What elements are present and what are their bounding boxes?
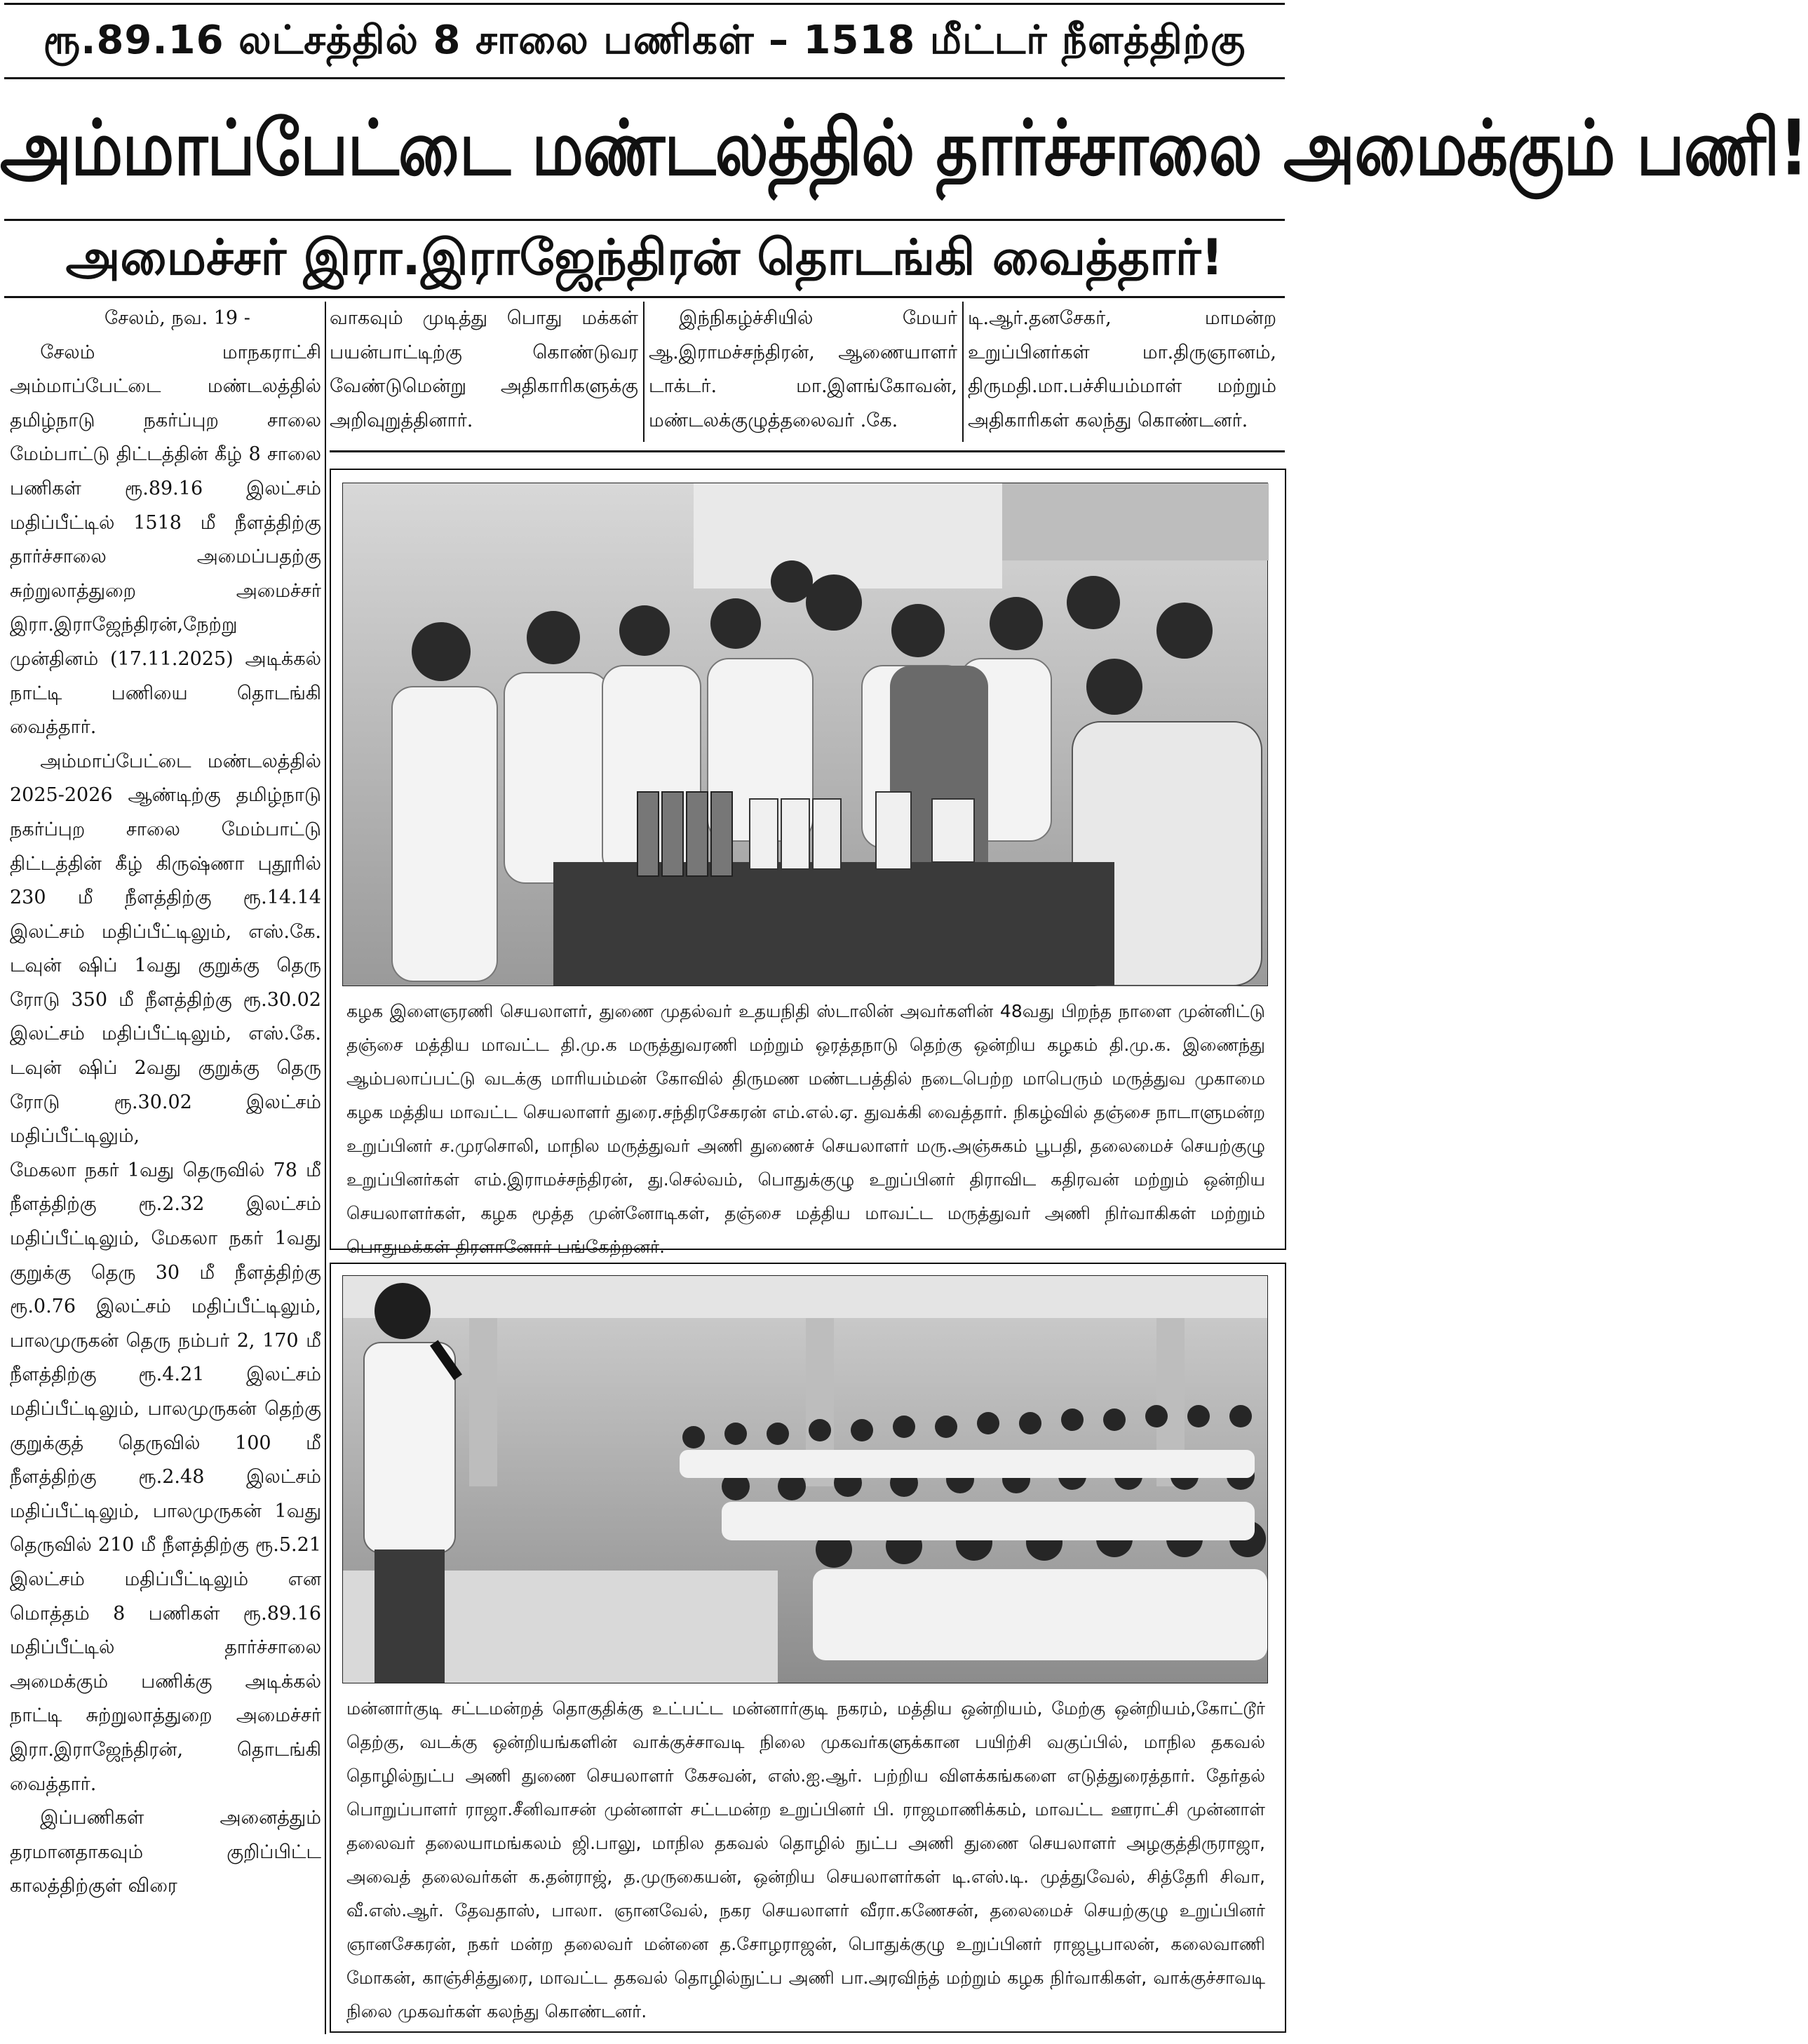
photo2-caption: மன்னார்குடி சட்டமன்றத் தொகுதிக்கு உட்பட்ட மன்னார்குடி நகரம், மத்திய ஒன்றியம், மேற்கு ஒன்றியம்,கோட்டூர் தெற்கு, வடக்கு ஒன்றியங்களின் வாக்குச்சாவடி நிலை முகவர்களுக்கான பயிற்சி வகுப்பில், மாநில தகவல் தொழில்நுட்ப அணி துணை செயலாளர் கேசவன், எஸ்.ஐ.ஆர். பற்றிய விளக்கங்களை எடுத்துரைத்தார். தேர்தல் பொறுப்பாளர் ராஜா.சீனிவாசன் முன்னாள் சட்டமன்ற உறுப்பினர் பி. ராஜமாணிக்கம், மாவட்ட ஊராட்சி முன்னாள் தலைவர் தலையாமங்கலம் ஜி.பாலு, மாநில தகவல் தொழில் நுட்ப அணி துணை செயலாளர் அழகுத்திருராஜா, அவைத் தலைவர்கள் க.தன்ராஜ், த.முருகையன், ஒன்றிய செயலாளர்கள் டி.எஸ்.டி. முத்துவேல், சித்தேரி சிவா, வீ.எஸ்.ஆர். தேவதாஸ், பாலா. ஞானவேல், நகர செயலாளர் வீரா.கணேசன், தலைமைச் செயற்குழு உறுப்பினர் ஞானசேகரன், நகர் மன்ற தலைவர் மன்னை த.சோழராஜன், பொதுக்குழு உறுப்பினர் ராஜபூபாலன், கலைவாணி மோகன், காஞ்சித்துரை, மாவட்ட தகவல் தொழில்நுட்ப அணி பா.அரவிந்த் மற்றும் கழக நிர்வாகிகள், வாக்குச்சாவடி நிலை முகவர்கள் கலந்து கொண்டனர். [346,1698,1265,2022]
kicker-headline: ரூ.89.16 லட்சத்தில் 8 சாலை பணிகள் – 1518 மீட்டர் நீளத்திற்கு [43,18,1246,63]
article-paragraph: அம்மாப்பேட்டை மண்டலத்தில் 2025-2026 ஆண்டிற்கு தமிழ்நாடு நகர்ப்புற சாலை மேம்பாட்டு திட்டத்தின் கீழ் கிருஷ்ணா புதூரில் 230 மீ நீளத்திற்கு ரூ.14.14 இலட்சம் மதிப்பீட்டிலும், எஸ்.கே. டவுன் ஷிப் 1வது குறுக்கு தெரு ரோடு 350 மீ நீளத்திற்கு ரூ.30.02 இலட்சம் மதிப்பீட்டிலும், எஸ்.கே. டவுன் ஷிப் 2வது குறுக்கு தெரு ரோடு ரூ.30.02 இலட்சம் மதிப்பீட்டிலும், [10,750,321,1148]
photo-training-session-illustration [343,1276,1267,1683]
article-continuation-3 [968,302,1276,442]
article-dateline: சேலம், நவ. 19 - [104,307,250,329]
subhead-rule [4,296,1285,298]
article-continuation-1 [330,302,638,442]
column-divider [325,302,326,2034]
event-photo-medical-camp [342,483,1268,986]
article-column-left [10,302,321,2034]
subheadline: அமைச்சர் இரா.இராஜேந்திரன் தொடங்கி வைத்தார்! [65,229,1224,286]
column-divider [962,302,964,442]
continuation-text: டி.ஆர்.தனசேகர், மாமன்ற உறுப்பினர்கள் மா.திருஞானம், திருமதி.மா.பச்சியம்மாள் மற்றும் அதிகாரிகள் கலந்து கொண்டனர். [968,307,1276,431]
article-paragraph: சேலம் மாநகராட்சி அம்மாப்பேட்டை மண்டலத்தில் தமிழ்நாடு நகர்ப்புற சாலை மேம்பாட்டு திட்டத்தின் கீழ் 8 சாலை பணிகள் ரூ.89.16 இலட்சம் மதிப்பீட்டில் 1518 மீ நீளத்திற்கு தார்ச்சாலை அமைப்பதற்கு சுற்றுலாத்துறை அமைச்சர் இரா.இராஜேந்திரன்,நேற்று முன்தினம் (17.11.2025) அடிக்கல் நாட்டி பணியை தொடங்கி வைத்தார். [10,341,321,739]
top-rule [4,3,1285,5]
event-photo-training-session [342,1275,1268,1683]
continuation-text: வாகவும் முடித்து பொது மக்கள் பயன்பாட்டிற்கு கொண்டுவர வேண்டுமென்று அதிகாரிகளுக்கு அறிவுறுத்தினார். [330,307,638,431]
column-divider [643,302,645,442]
photo-medical-camp-illustration [343,483,1267,986]
section-rule [330,450,1285,452]
main-headline: அம்மாப்பேட்டை மண்டலத்தில் தார்ச்சாலை அமைக்கும் பணி! [0,104,1808,193]
article-paragraph: மேகலா நகர் 1வது தெருவில் 78 மீ நீளத்திற்கு ரூ.2.32 இலட்சம் மதிப்பீட்டிலும், மேகலா நகர் 1வது குறுக்கு தெரு 30 மீ நீளத்திற்கு ரூ.0.76 இலட்சம் மதிப்பீட்டிலும், பாலமுருகன் தெரு நம்பர் 2, 170 மீ நீளத்திற்கு ரூ.4.21 இலட்சம் மதிப்பீட்டிலும், பாலமுருகன் தெற்கு குறுக்குத் தெருவில் 100 மீ நீளத்திற்கு ரூ.2.48 இலட்சம் மதிப்பீட்டிலும், பாலமுருகன் 1வது தெருவில் 210 மீ நீளத்திற்கு ரூ.5.21 இலட்சம் மதிப்பீட்டிலும் என மொத்தம் 8 பணிகள் ரூ.89.16 மதிப்பீட்டில் தார்ச்சாலை அமைக்கும் பணிக்கு அடிக்கல் நாட்டி சுற்றுலாத்துறை அமைச்சர் இரா.இராஜேந்திரன், தொடங்கி வைத்தார். [10,1159,321,1795]
article-paragraph: இப்பணிகள் அனைத்தும் தரமானதாகவும் குறிப்பிட்ட காலத்திற்குள் விரை [10,1807,321,1897]
photo1-caption: கழக இளைஞரணி செயலாளர், துணை முதல்வர் உதயநிதி ஸ்டாலின் அவர்களின் 48வது பிறந்த நாளை முன்னிட்டு தஞ்சை மத்திய மாவட்ட தி.மு.க மருத்துவரணி மற்றும் ஒரத்தநாடு தெற்கு ஒன்றிய கழகம் தி.மு.க. இணைந்து ஆம்பலாப்பட்டு வடக்கு மாரியம்மன் கோவில் திருமண மண்டபத்தில் நடைபெற்ற மாபெரும் மருத்துவ முகாமை கழக மத்திய மாவட்ட செயலாளர் துரை.சந்திரசேகரன் எம்.எல்.ஏ. துவக்கி வைத்தார். நிகழ்வில் தஞ்சை நாடாளுமன்ற உறுப்பினர் ச.முரசொலி, மாநில மருத்துவர் அணி துணைச் செயலாளர் மரு.அஞ்சுகம் பூபதி, தலைமைச் செயற்குழு உறுப்பினர்கள் எம்.இராமச்சந்திரன், து.செல்வம், பொதுக்குழு உறுப்பினர் திராவிட கதிரவன் மற்றும் ஒன்றிய செயலாளர்கள், கழக மூத்த முன்னோடிகள், தஞ்சை மத்திய மாவட்ட மருத்துவர் அணி நிர்வாகிகள் மற்றும் பொதுமக்கள் திரளானோர் பங்கேற்றனர். [346,1001,1265,1257]
article-continuation-2 [649,302,957,442]
continuation-text: இந்நிகழ்ச்சியில் மேயர் ஆ.இராமச்சந்திரன், ஆணையாளர் டாக்டர். மா.இளங்கோவன், மண்டலக்குழுத்தலைவர் .கே. [649,307,957,431]
